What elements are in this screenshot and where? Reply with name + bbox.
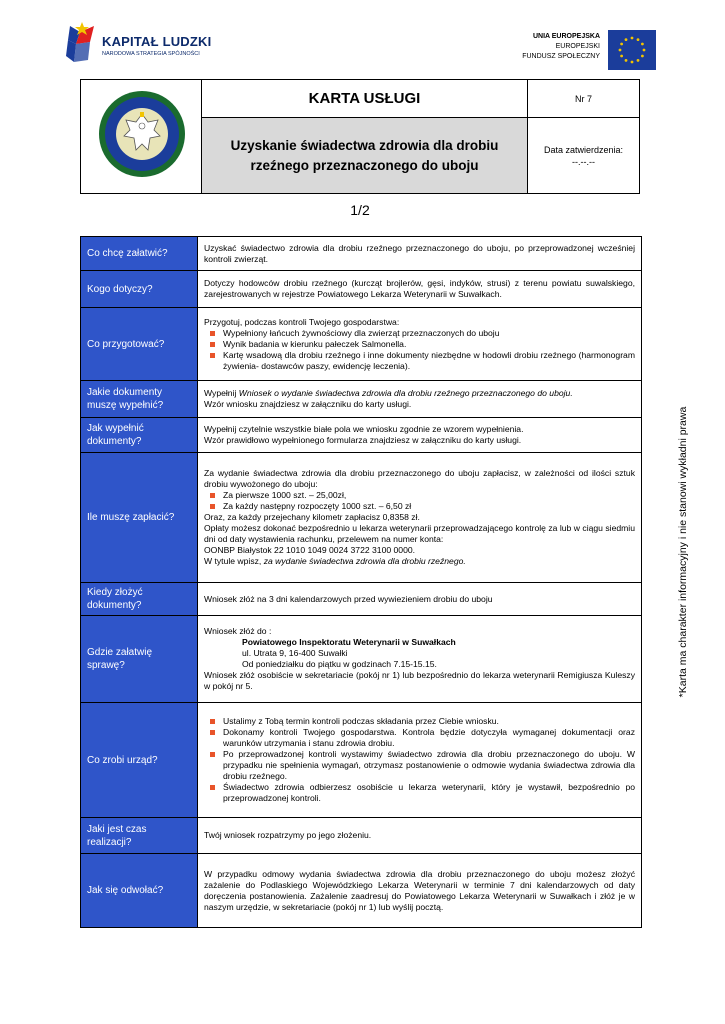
table-row: [81, 237, 642, 271]
row-question: Kiedy złożyć dokumenty?: [81, 583, 198, 616]
eu-line3: FUNDUSZ SPOŁECZNY: [522, 53, 600, 60]
row-question: Co zrobi urząd?: [81, 703, 198, 818]
kapital-ludzki-subtitle: NARODOWA STRATEGIA SPÓJNOŚCI: [102, 51, 200, 57]
answer-intro: Przygotuj, podczas kontroli Twojego gospodarstwa:: [204, 316, 400, 327]
eu-flag-icon: [608, 30, 656, 70]
row-answer: [198, 381, 642, 418]
answer-text: Wzór prawidłowo wypełnionego formularza znajdziesz w załączniku do karty usługi.: [204, 435, 522, 445]
eu-logo-text: [522, 32, 600, 62]
approval-date-label: Data zatwierdzenia:: [543, 144, 624, 155]
answer-text: Wzór wniosku znajdziesz w załączniku do karty usługi.: [204, 399, 412, 409]
table-row: [81, 271, 642, 308]
list-item: Wypełniony łańcuch żywnościowy dla zwierząt przeznaczonych do uboju: [204, 328, 635, 339]
answer-text: Oraz, za każdy przejechany kilometr zapłacisz 0,8358 zł.: [204, 512, 420, 522]
row-question: Ile muszę zapłacić?: [81, 453, 198, 583]
row-question: Co chcę załatwić?: [81, 237, 198, 271]
list-item: Świadectwo zdrowia odbierzesz osobiście u lekarza weterynarii, który je wystawił, bezpośrednio po przeprowadzonej kontroli.: [204, 782, 635, 804]
row-question: Jakie dokumenty muszę wypełnić?: [81, 381, 198, 418]
row-answer: W przypadku odmowy wydania świadectwa zdrowia dla drobiu przeznaczonego do uboju możesz złożyć zażalenie do Podlaskiego Wojewódzkiego Lekarza Weterynarii w terminie 7 dni kalendarzowych od daty doręczenia postanowienia. Zażalenie zaadresuj do Powiatowego Lekarza Weterynarii w Suwałkach i złóż je w naszym urzędzie, w sekretariacie (pokój nr 1) lub wyślij pocztą.: [198, 854, 642, 928]
service-name: [202, 118, 528, 193]
answer-text: Wypełnij czytelnie wszystkie białe pola we wniosku zgodnie ze wzorem wypełnienia.: [204, 424, 524, 434]
row-answer: Wniosek złóż na 3 dni kalendarzowych przed wywiezieniem drobiu do uboju: [198, 583, 642, 616]
office-hours: Od poniedziałku do piątku w godzinach 7.15-15.15.: [242, 659, 437, 669]
list-item: Dokonamy kontroli Twojego gospodarstwa. Kontrola będzie dotyczyła wymaganej dokumentacji oraz warunków utrzymania i stanu zdrowia drobiu.: [204, 727, 635, 749]
list-item: Po przeprowadzonej kontroli wystawimy świadectwo zdrowia dla drobiu przeznaczonego do uboju. W przypadku nie spełnienia wymagań, otrzymasz postanowienie o odmowie wydania świadectwa zdrowia dla drobiu rzeźnego.: [204, 749, 635, 782]
card-number: Nr 7: [528, 80, 639, 118]
kapital-ludzki-logo: [66, 22, 216, 66]
list-item: Za pierwsze 1000 szt. – 25,00zł,: [204, 490, 635, 501]
veterinary-inspection-seal-icon: [98, 90, 186, 178]
page-number: 1/2: [350, 202, 370, 218]
row-answer: [198, 703, 642, 818]
answer-text: Wniosek złóż do :: [204, 626, 272, 636]
row-answer: [198, 453, 642, 583]
side-disclaimer: *Karta ma charakter informacyjny i nie stanowi wykładni prawa: [677, 406, 689, 698]
list-item: Wynik badania w kierunku pałeczek Salmonella.: [204, 339, 635, 350]
table-row: [81, 854, 642, 928]
bullet-list: [204, 328, 635, 372]
eu-line1: UNIA EUROPEJSKA: [532, 33, 600, 40]
answer-text: Wniosek złóż osobiście w sekretariacie (pokój nr 1) lub bezpośrednio do lekarza weterynarii Remigiusza Kuleszy w pokój nr 5.: [204, 670, 635, 691]
bullet-list: [204, 490, 635, 512]
list-item: Za każdy następny rozpoczęty 1000 szt. – 6,50 zł: [204, 501, 635, 512]
office-address: ul. Utrata 9, 16-400 Suwałki: [242, 648, 348, 658]
form-name: Wniosek o wydanie świadectwa zdrowia dla drobiu rzeźnego przeznaczonego do uboju.: [238, 388, 573, 398]
row-question: Gdzie załatwię sprawę?: [81, 616, 198, 703]
table-row: [81, 818, 642, 854]
bank-account: OONBP Białystok 22 1010 1049 0024 3722 3100 0000.: [204, 545, 416, 555]
table-row: [81, 583, 642, 616]
answer-intro: Za wydanie świadectwa zdrowia dla drobiu przeznaczonego do uboju zapłacisz, w zależności od ilości sztuk drobiu wywożonego do uboju:: [204, 468, 635, 489]
bullet-list: [204, 716, 635, 804]
row-answer: [198, 418, 642, 453]
kapital-ludzki-title: KAPITAŁ LUDZKI: [102, 34, 212, 49]
row-question: Jak wypełnić dokumenty?: [81, 418, 198, 453]
table-row: [81, 418, 642, 453]
row-answer: Dotyczy hodowców drobiu rzeźnego (kurcząt brojlerów, gęsi, indyków, strusi) z terenu powiatu suwalskiego, zarejestrowanych w rejestrze Powiatowego Lekarza Weterynarii w Suwałkach.: [198, 271, 642, 308]
row-question: Jak się odwołać?: [81, 854, 198, 928]
office-name: Powiatowego Inspektoratu Weterynarii w Suwałkach: [242, 637, 456, 647]
eu-line2: EUROPEJSKI: [555, 43, 600, 50]
approval-date-value: --.--.--: [572, 156, 595, 167]
service-details-table: [80, 236, 642, 928]
row-question: Kogo dotyczy?: [81, 271, 198, 308]
list-item: Ustalimy z Tobą termin kontroli podczas składania przez Ciebie wniosku.: [204, 716, 635, 727]
row-answer: Twój wniosek rozpatrzymy po jego złożeniu.: [198, 818, 642, 854]
seal-cell: [81, 80, 202, 193]
answer-text: Wypełnij: [204, 388, 239, 398]
answer-text: W tytule wpisz,: [204, 556, 264, 566]
table-row: [81, 616, 642, 703]
service-name-line1: Uzyskanie świadectwa zdrowia dla drobiu: [230, 137, 499, 153]
service-card-header: [80, 79, 640, 194]
service-name-line2: rzeźnego przeznaczonego do uboju: [250, 157, 479, 173]
kapital-ludzki-icon: [66, 22, 98, 66]
row-question: Co przygotować?: [81, 308, 198, 381]
list-item: Kartę wsadową dla drobiu rzeźnego i inne dokumenty niezbędne w hodowli drobiu rzeźnego (harmonogram żywienia- dostawców paszy, ewidencję leczenia).: [204, 350, 635, 372]
card-title: KARTA USŁUGI: [202, 80, 528, 118]
answer-text: Opłaty możesz dokonać bezpośrednio u lekarza weterynarii przeprowadzającego kontrolę za lub w ciągu siedmiu dni od daty wystawienia rachunku, przelewem na numer konta:: [204, 523, 635, 544]
row-answer: Uzyskać świadectwo zdrowia dla drobiu rzeźnego przeznaczonego do uboju, po przeprowadzonej wcześniej kontroli zwierząt.: [198, 237, 642, 271]
table-row: [81, 381, 642, 418]
table-row: [81, 703, 642, 818]
transfer-title: za wydanie świadectwa zdrowia dla drobiu rzeźnego.: [263, 556, 466, 566]
eu-logo: [500, 30, 660, 70]
row-question: Jaki jest czas realizacji?: [81, 818, 198, 854]
approval-date: [528, 118, 639, 193]
table-row: [81, 308, 642, 381]
row-answer: [198, 308, 642, 381]
table-row: [81, 453, 642, 583]
row-answer: [198, 616, 642, 703]
